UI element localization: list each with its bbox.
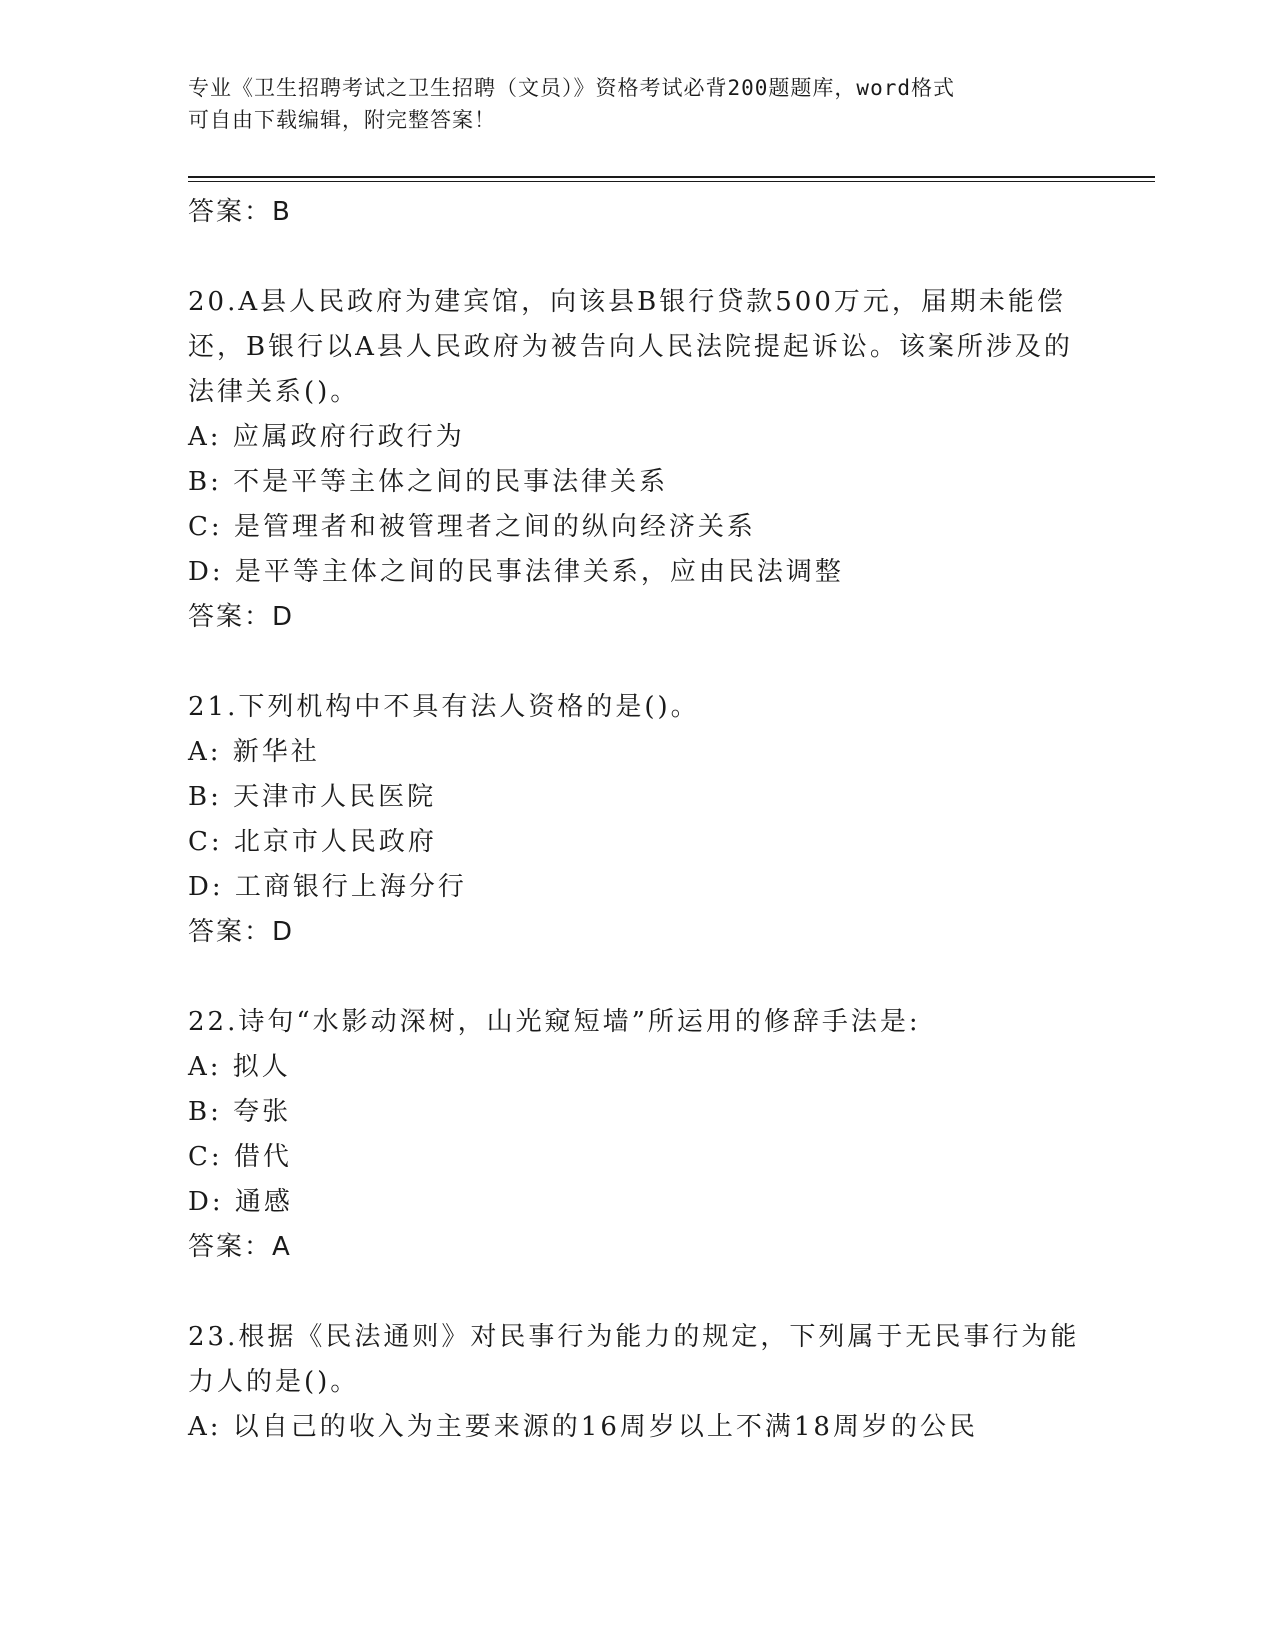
question-stem-line: 21.下列机构中不具有法人资格的是()。 [188,692,700,722]
spacer [188,1270,1088,1315]
answer: 答案：D [188,917,295,947]
document-header [188,72,1088,136]
option-a: A: 以自己的收入为主要来源的16周岁以上不满18周岁的公民 [188,1412,978,1442]
question-stem-line: 20.A县人民政府为建宾馆，向该县B银行贷款500万元，届期未能偿 [188,287,1066,317]
question-list [188,190,1088,1450]
question-stem-line: 力人的是()。 [188,1367,360,1397]
option-c: C: 是管理者和被管理者之间的纵向经济关系 [188,512,756,542]
option-c: C: 借代 [188,1142,292,1172]
header-divider-thick [188,176,1155,178]
option-d: D: 工商银行上海分行 [188,872,467,902]
option-d: D: 通感 [188,1187,293,1217]
header-line-1: 专业《卫生招聘考试之卫生招聘（文员）》资格考试必背200题题库，word格式 [188,76,955,100]
header-line-2: 可自由下载编辑，附完整答案！ [188,108,496,132]
question-stem-line: 23.根据《民法通则》对民事行为能力的规定，下列属于无民事行为能 [188,1322,1080,1352]
question-stem-line: 还，B银行以A县人民政府为被告向人民法院提起诉讼。该案所涉及的 [188,332,1073,362]
answer: 答案：A [188,1232,292,1262]
header-divider-thin [188,181,1155,182]
option-a: A: 拟人 [188,1052,291,1082]
question-21 [188,685,1088,955]
answer: 答案：D [188,602,295,632]
question-22 [188,1000,1088,1270]
option-b: B: 天津市人民医院 [188,782,437,812]
spacer [188,640,1088,685]
option-a: A: 新华社 [188,737,320,767]
spacer [188,235,1088,280]
question-20 [188,280,1088,640]
question-stem-line: 22.诗句“水影动深树，山光窥短墙”所运用的修辞手法是: [188,1007,921,1037]
spacer [188,955,1088,1000]
option-b: B: 不是平等主体之间的民事法律关系 [188,467,669,497]
option-a: A: 应属政府行政行为 [188,422,465,452]
option-c: C: 北京市人民政府 [188,827,437,857]
option-d: D: 是平等主体之间的民事法律关系，应由民法调整 [188,557,844,587]
previous-answer: 答案：B [188,197,292,227]
question-stem-line: 法律关系()。 [188,377,360,407]
option-b: B: 夸张 [188,1097,292,1127]
question-23 [188,1315,1088,1450]
